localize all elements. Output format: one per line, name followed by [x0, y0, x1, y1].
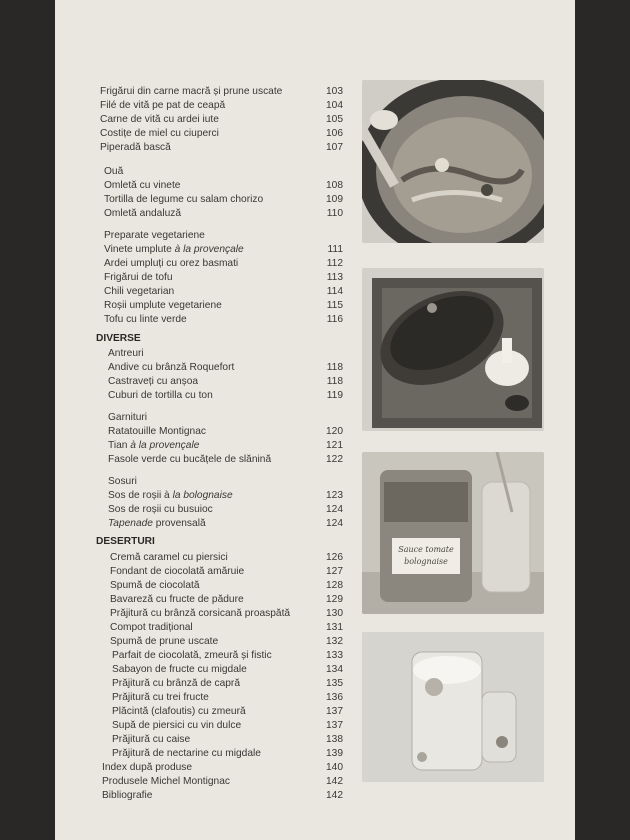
toc-entry-title: Cremă caramel cu piersici: [110, 552, 228, 563]
toc-entry-title: Ratatouille Montignac: [108, 426, 206, 437]
toc-page-number: 109: [326, 194, 343, 205]
toc-entry-title: Omletă andaluză: [104, 208, 182, 219]
toc-page-number: 111: [327, 244, 343, 255]
toc-page-number: 108: [326, 180, 343, 191]
toc-page-number: 130: [326, 608, 343, 619]
toc-entry-title: Garnituri: [108, 412, 148, 423]
toc-page-number: 113: [326, 272, 343, 283]
toc-entry-title: Tortilla de legume cu salam chorizo: [104, 194, 264, 205]
toc-page-number: 131: [326, 622, 343, 633]
toc-entry-title: Produsele Michel Montignac: [102, 776, 230, 787]
toc-entry-title: Bavareză cu fructe de pădure: [110, 594, 244, 605]
toc-page-number: 116: [326, 314, 343, 325]
toc-entry-title: Omletă cu vinete: [104, 180, 181, 191]
toc-entry-title: Parfait de ciocolată, zmeură și fistic: [112, 650, 272, 661]
toc-entry-title: Cuburi de tortilla cu ton: [108, 390, 213, 401]
toc-entry-title: Sos de roșii à la bolognaise: [108, 490, 233, 501]
toc-entry-title: Prăjitură cu brânză corsicană proaspătă: [110, 608, 291, 619]
toc-page-number: 119: [326, 390, 343, 401]
toc-entry-title: Sabayon de fructe cu migdale: [112, 664, 247, 675]
toc-page-number: 103: [326, 86, 343, 97]
toc-page-number: 126: [326, 552, 343, 563]
toc-entry-title: Plăcintă (clafoutis) cu zmeură: [112, 706, 246, 717]
toc-entry-title: Andive cu brânză Roquefort: [108, 362, 235, 373]
toc-entry-title: Ouă: [104, 166, 124, 177]
toc-page-number: 127: [326, 566, 343, 577]
toc-entry-title: Prăjitură cu trei fructe: [112, 692, 209, 703]
toc-section-heading: DESERTURI: [96, 536, 155, 547]
toc-page-number: 129: [326, 594, 343, 605]
toc-entry-title: Prăjitură de nectarine cu migdale: [112, 748, 261, 759]
toc-entry-title: Prăjitură cu brânză de capră: [112, 678, 240, 689]
photo-dessert-glasses: [362, 632, 544, 782]
toc-entry-title: Roșii umplute vegetariene: [104, 300, 222, 311]
toc-section-heading: DIVERSE: [96, 333, 141, 344]
toc-entry-title: Sos de roșii cu busuioc: [108, 504, 213, 515]
toc-page-number: 107: [326, 142, 343, 153]
toc-page-number: 106: [326, 128, 343, 139]
toc-entry-title: Frigărui din carne macră și prune uscate: [100, 86, 283, 97]
toc-page-number: 137: [326, 720, 343, 731]
toc-entry-title: Frigărui de tofu: [104, 272, 173, 283]
toc-page-number: 133: [326, 650, 343, 661]
toc-entry-title: Costițe de miel cu ciuperci: [100, 128, 219, 139]
photo-stuffed-eggplant: [362, 268, 544, 431]
toc-page-number: 135: [326, 678, 343, 689]
toc-entry-title: Sosuri: [108, 476, 137, 487]
toc-entry-title: Prăjitură cu caise: [112, 734, 191, 745]
toc-page-number: 121: [326, 440, 343, 451]
toc-page-number: 128: [326, 580, 343, 591]
toc-page-number: 120: [326, 426, 343, 437]
toc-page-number: 137: [326, 706, 343, 717]
toc-page-number: 123: [326, 490, 343, 501]
toc-page-number: 112: [326, 258, 343, 269]
toc-page-number: 136: [326, 692, 343, 703]
toc-entry-title: Bibliografie: [102, 790, 153, 801]
jar-label-line1: Sauce tomate: [398, 545, 454, 554]
toc-page-number: 110: [326, 208, 343, 219]
toc-entry-title: Piperadă bască: [100, 142, 171, 153]
photo-piperade-pan: [362, 80, 544, 243]
toc-page-number: 105: [326, 114, 343, 125]
toc-entry-title: Ardei umpluți cu orez basmati: [104, 258, 239, 269]
toc-page-number: 134: [326, 664, 343, 675]
toc-entry-title: Carne de vită cu ardei iute: [100, 114, 219, 125]
toc-page-number: 115: [326, 300, 343, 311]
toc-page-number: 132: [326, 636, 343, 647]
photo-sauce-jar: [362, 452, 544, 614]
toc-entry-title: Compot tradițional: [110, 622, 193, 633]
toc-entry-title: Spumă de prune uscate: [110, 636, 219, 647]
toc-page-number: 138: [326, 734, 343, 745]
toc-entry-title: Antreuri: [108, 348, 144, 359]
toc-page-number: 124: [326, 504, 343, 515]
toc-page-number: 124: [326, 518, 343, 529]
toc-entry-title: Vinete umplute à la provençale: [104, 244, 244, 255]
toc-entry-title: Tofu cu linte verde: [104, 314, 187, 325]
toc-entry-title: Filé de vită pe pat de ceapă: [100, 100, 226, 111]
toc-page-number: 139: [326, 748, 343, 759]
jar-label-line2: bolognaise: [404, 557, 448, 566]
toc-entry-title: Chili vegetarian: [104, 286, 175, 297]
toc-entry-title: Fondant de ciocolată amăruie: [110, 566, 245, 577]
toc-page-number: 118: [326, 362, 343, 373]
toc-entry-title: Index după produse: [102, 762, 193, 773]
toc-entry-title: Preparate vegetariene: [104, 230, 205, 241]
toc-page-number: 140: [326, 762, 343, 773]
toc-page-number: 104: [326, 100, 343, 111]
toc-page-number: 122: [326, 454, 343, 465]
toc-page-number: 118: [326, 376, 343, 387]
toc-page-number: 142: [326, 790, 343, 801]
toc-page-number: 114: [326, 286, 343, 297]
toc-entry-title: Tian à la provençale: [108, 440, 200, 451]
toc-entry-title: Supă de piersici cu vin dulce: [112, 720, 242, 731]
toc-entry-title: Tapenade provensală: [108, 518, 206, 529]
toc-entry-title: Spumă de ciocolată: [110, 580, 200, 591]
toc-entry-title: Fasole verde cu bucățele de slănină: [108, 454, 272, 465]
toc-entry-title: Castraveți cu anșoa: [108, 376, 199, 387]
toc-page-number: 142: [326, 776, 343, 787]
